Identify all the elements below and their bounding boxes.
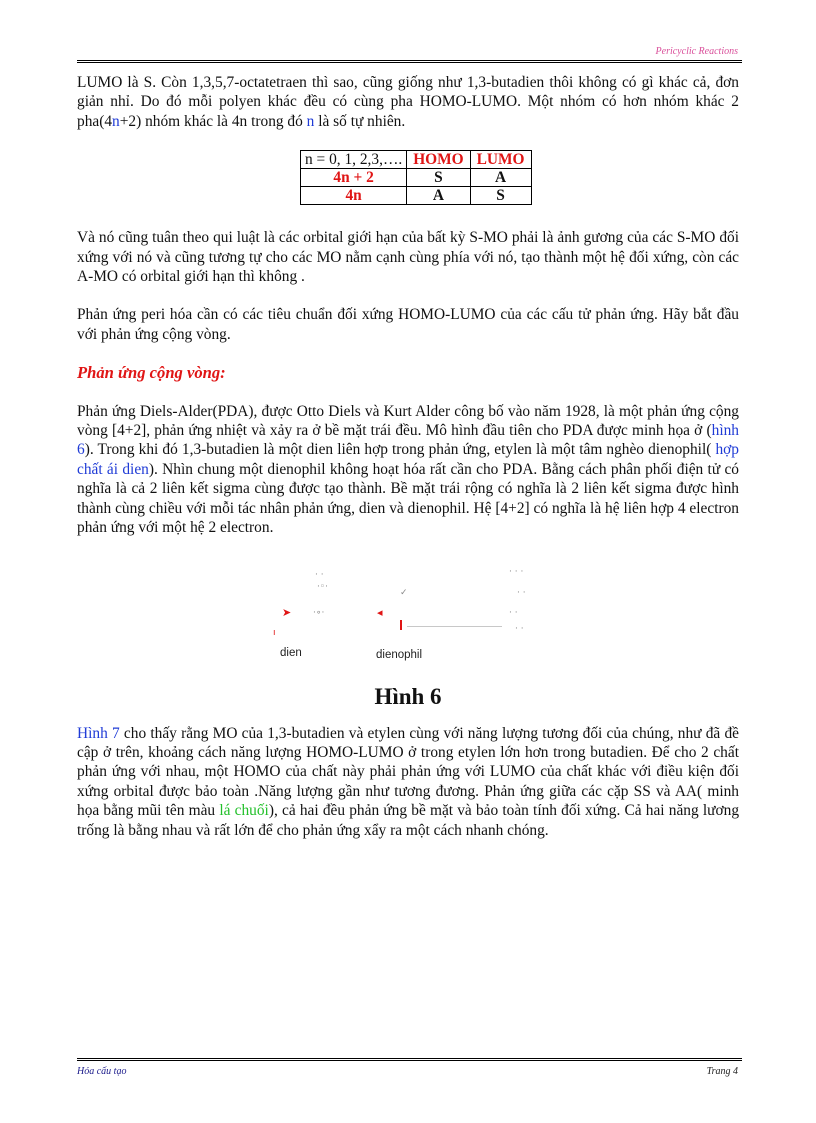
table-cell: A (407, 187, 470, 205)
figure-6-diagram (77, 558, 739, 664)
bond-line (407, 626, 502, 627)
running-header: Pericyclic Reactions (655, 46, 738, 57)
homo-lumo-table (300, 150, 532, 205)
table-cell: S (407, 169, 470, 187)
table-cell: A (470, 169, 531, 187)
table-header-cell: LUMO (470, 151, 531, 169)
table-cell: S (470, 187, 531, 205)
dienophil-label: dienophil (376, 648, 423, 661)
orbital-lobe-icon: ✓ (400, 587, 408, 598)
paragraph-5 (77, 724, 739, 840)
orbital-lobe-icon: ·∘· (313, 607, 325, 618)
table-header-cell: HOMO (407, 151, 470, 169)
footer-rule (77, 1058, 742, 1061)
para1-end: là số tự nhiên. (314, 112, 406, 130)
paragraph-2: Và nó cũng tuân theo qui luật là các orbital giới hạn của bất kỳ S-MO phải là ảnh gương của các S-MO đối xứng với nó và cũng tương tự cho các MO nằm cạnh cùng phía với nó, tạo thành một hệ đối xứng, còn các A-MO có orbital giới hạn thì không . (77, 229, 739, 286)
orbital-lobe-icon: · · (517, 587, 526, 598)
para1-text: LUMO là S. Còn 1,3,5,7-octatetraen thì sao, cũng giống như 1,3-butadien thôi không có gì khác cả, đơn giản nhỉ. Do đó mỗi polyen khác đều có cùng pha HOMO-LUMO. Một nhóm có hơn nhóm khác 2 pha(4 (77, 74, 739, 130)
red-marker (400, 620, 402, 630)
table-row (301, 187, 532, 205)
red-arrow-icon: ➤ (282, 605, 292, 619)
para5-green-text: lá chuối (219, 802, 269, 820)
para4-b: ). Trong khi đó 1,3-butadien là một dien liên hợp trong phản ứng, etylen là một tâm nghèo dienophil( (84, 441, 716, 459)
para5-a: cho thấy rằng MO của 1,3-butadien và etylen cùng với năng lượng tương đối của chúng, như đã đề cập ở trên, khoảng cách năng lượng HOMO-LUMO ở trong etylen lớn hơn trong butadien. Để cho 2 chất phản ứng với nhau, một HOMO của chất này phải phản ứng với LUMO của chất khác với điều kiện đối xứng orbital được bảo toàn .Năng lượng gần như tương đương. Phản ứng giữa các cặp SS và AA( minh họa bằng mũi tên màu (77, 724, 740, 820)
table-header-cell: n = 0, 1, 2,3,…. (301, 151, 407, 169)
orbital-lobe-icon: ·◦· (317, 581, 329, 592)
para1-n2: n (306, 112, 315, 130)
red-mark-icon: ı (273, 627, 276, 638)
table-cell: 4n (301, 187, 407, 205)
orbital-lobe-icon: · · (315, 569, 324, 580)
paragraph-1 (77, 73, 739, 131)
table-row (301, 169, 532, 187)
paragraph-3: Phản ứng peri hóa cần có các tiêu chuẩn đối xứng HOMO-LUMO của các cấu tử phản ứng. Hãy bắt đầu với phản ứng cộng vòng. (77, 306, 739, 343)
table-header-row (301, 151, 532, 169)
figure-6-link[interactable]: hình 6 (77, 422, 739, 459)
orbital-lobe-icon: · · (515, 623, 524, 634)
page-content (77, 73, 739, 840)
dien-label: dien (280, 646, 302, 659)
figure-7-link[interactable]: Hình 7 (77, 724, 120, 742)
footer-subject: Hóa cấu tạo (77, 1066, 127, 1077)
red-arrow-icon: ◂ (377, 605, 383, 619)
para4-c: ). Nhìn chung một dienophil không hoạt hóa rất cần cho PDA. Bằng cách phân phối điện tử có nghĩa là cả 2 liên kết sigma cùng được tạo thành. Bề mặt trái rộng có nghĩa là 2 liên kết sigma được hình thành cùng chiều với mỗi tác nhân phản ứng, dien và dienophil. Hệ [4+2] có nghĩa là hệ liên hợp 4 electron phản ứng với một hệ 2 electron. (77, 460, 740, 537)
table-cell: 4n + 2 (301, 169, 407, 187)
header-rule (77, 60, 742, 63)
paragraph-4 (77, 402, 739, 538)
dienophile-link[interactable]: hợp chất ái dien (77, 441, 739, 478)
para5-b: ), cả hai đều phản ứng bề mặt và bảo toàn tính đối xứng. Cả hai năng lương trống là bằng nhau và rất lớn để cho phản ứng xẩy ra một cách nhanh chóng. (77, 802, 740, 839)
para4-a: Phản ứng Diels-Alder(PDA), được Otto Diels và Kurt Alder công bố vào năm 1928, là một phản ứng cộng vòng [4+2], phản ứng nhiệt và xảy ra ở bề mặt trái đều. Mô hình đầu tiên cho PDA được minh họa ở ( (77, 402, 739, 440)
para1-mid: +2) nhóm khác là 4n trong đó (119, 112, 307, 130)
section-heading: Phản ứng cộng vòng: (77, 363, 226, 383)
orbital-lobe-icon: · · (509, 607, 518, 618)
para1-n1: n (112, 112, 120, 130)
page-number: Trang 4 (706, 1066, 738, 1077)
figure-6-title: Hình 6 (374, 683, 442, 709)
orbital-lobe-icon: · · · (509, 566, 524, 577)
